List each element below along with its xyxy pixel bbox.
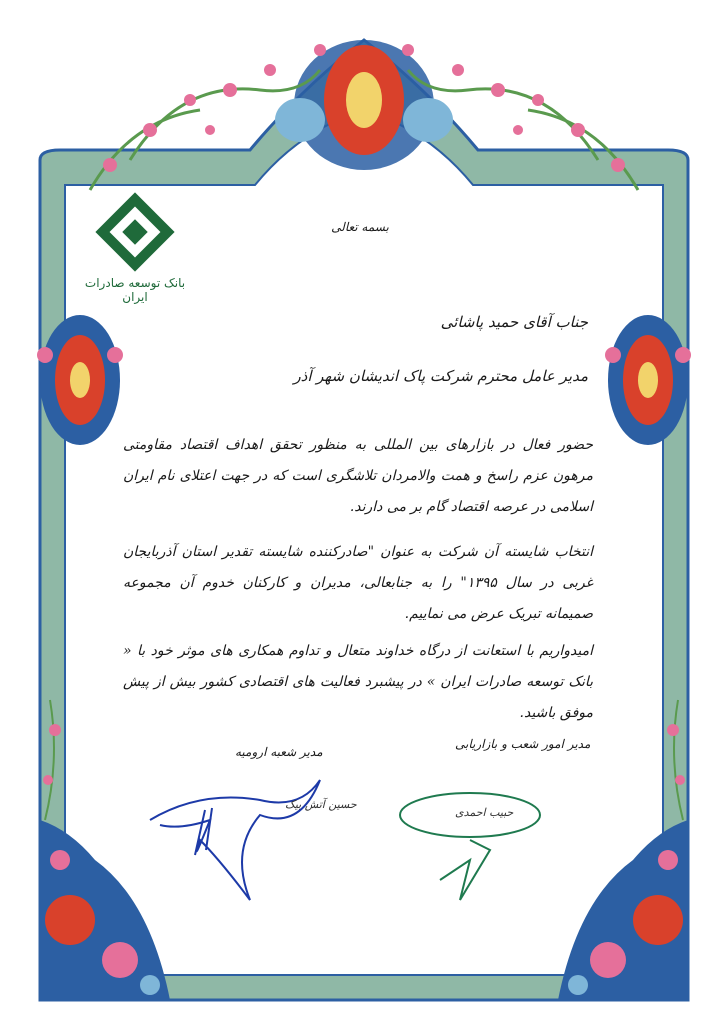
bank-name: بانک توسعه صادرات ایران: [84, 276, 186, 304]
invocation-heading: بسمه تعالی: [331, 220, 389, 234]
right-signatory-title: مدیر امور شعب و بازاریابی: [455, 737, 591, 751]
right-signatory-name: حبیب احمدی: [455, 806, 514, 819]
letter-paragraph-1: حضور فعال در بازارهای بین المللی به منظور تحقق اهداف اقتصاد مقاومتی مرهون عزم راسخ و همت والامردان تلاشگری است که در جهت اعتلای نام ایران اسلامی در عرصه اقتصاد گام بر می دارند.: [123, 437, 593, 515]
left-signatory-title: مدیر شعبه ارومیه: [235, 745, 323, 759]
letter-paragraph-2: انتخاب شایسته آن شرکت به عنوان "صادرکننده شایسته تقدیر استان آذربایجان غربی در سال ۱۳۹۵" را به جنابعالی، مدیران و کارکنان خدوم آن مجموعه صمیمانه تبریک عرض می نماییم.: [123, 544, 593, 622]
left-signatory-name: حسین آتش بیک: [285, 798, 357, 811]
letter-paragraph-3: امیدواریم با استعانت از درگاه خداوند متعال و تداوم همکاری های موثر خود با « بانک توسعه صادرات ایران » در پیشبرد فعالیت های اقتصادی کشور بیش از پیش موفق باشید.: [123, 643, 593, 721]
recipient-name: جناب آقای حمید پاشائی: [440, 313, 588, 331]
bank-logo: [80, 200, 190, 304]
recipient-title: مدیر عامل محترم شرکت پاک اندیشان شهر آذر: [293, 367, 588, 385]
